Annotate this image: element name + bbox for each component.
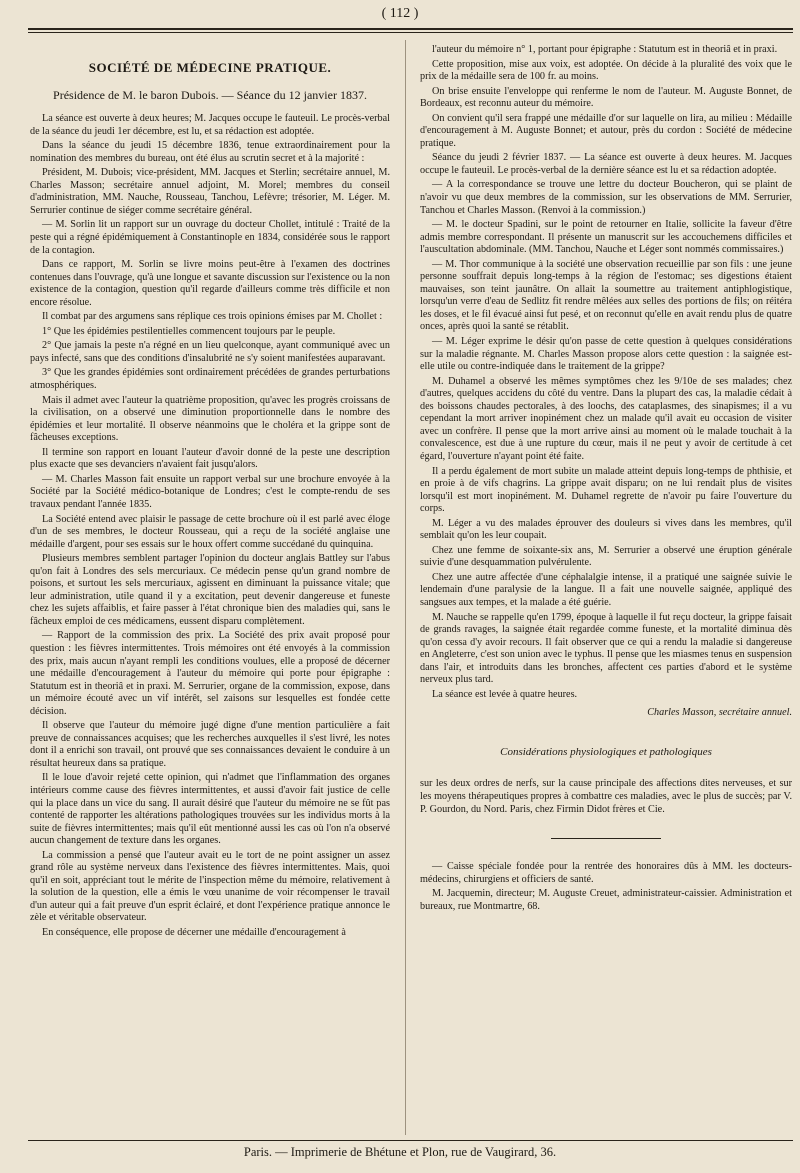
signature: Charles Masson, secrétaire annuel. [647,707,792,719]
paragraph: — M. Sorlin lit un rapport sur un ouvrage du docteur Chollet, intitulé : Traité de la peste qui a régné épidémiquement à Constantinople en 1834, considérée sous le rapport de la contagion. [30,219,390,256]
paragraph: — M. Charles Masson fait ensuite un rapport verbal sur une brochure envoyée à la Société par la Société médico-botanique de Londres; c'est le compte-rendu de ses travaux pendant l'année 1835. [30,473,390,510]
left-paragraphs [30,113,390,939]
paragraph: Il a perdu également de mort subite un malade atteint depuis long-temps de phthisie, et en proie à de vifs chagrins. La grippe avait disparu; on ne lui rendait plus de visites lorsqu'il est mort inopinément. M. Duhamel regrette de n'avoir pu faire l'ouverture du corps. [420,465,792,515]
paragraph: Chez une femme de soixante-six ans, M. Serrurier a observé une éruption générale suivie d'une desquammation pulvérulente. [420,544,792,569]
paragraph: Cette proposition, mise aux voix, est adoptée. On décide à la pluralité des voix que le prix de la médaille sera de 100 fr. au moins. [420,58,792,83]
society-title: SOCIÉTÉ DE MÉDECINE PRATIQUE. [88,60,332,75]
book-title: Considérations physiologiques et pathologiques [500,745,712,758]
page-number: ( 112 ) [381,6,419,21]
paragraph: Il termine son rapport en louant l'auteur d'avoir donné de la peste une description plus exacte que ses devanciers n'avaient fait jusqu'alors. [30,446,390,471]
right-paragraphs [420,44,792,701]
left-column [30,44,390,942]
paragraph: 3° Que les grandes épidémies sont ordinairement précédées de grandes perturbations atmosphériques. [30,367,390,392]
paragraph: Plusieurs membres semblent partager l'opinion du docteur anglais Battley sur l'abus qu'on fait à Londres des sels mercuriaux. Ce médecin pense qu'un grand nombre de poisons, et surtout les sels mercuriaux, agissent en diminuant la puissance vitale; que leur administration, utile quand il y a excitation, peut devenir dangereuse et funeste chez les sujets affaiblis, et faire passer à l'état chronique bien des maladies qui, sans le fâcheux emploi de ces médicamens, eussent disparu complètement. [30,553,390,627]
notice-paragraphs [420,861,792,913]
footer-rule [28,1140,793,1141]
paragraph: M. Jacquemin, directeur; M. Auguste Creuet, administrateur-caissier. Administration et bureaux, rue Montmartre, 68. [420,888,792,912]
paragraph: Chez une autre affectée d'une céphalalgie intense, il a pratiqué une saignée suivie le lendemain d'une paralysie de la langue. Il a fait une nouvelle saignée, appliqué des sangsues aux tempes, et la malade a été guérie. [420,571,792,608]
paragraph: 1° Que les épidémies pestilentielles commencent toujours par le peuple. [42,325,336,337]
paragraph: — Caisse spéciale fondée pour la rentrée des honoraires dûs à MM. les docteurs-médecins, chirurgiens et officiers de santé. [420,861,792,885]
paragraph: 2° Que jamais la peste n'a régné en un lieu quelconque, ayant communiqué avec un pays infecté, sans que des conditions d'insalubrité ne s'y soient manifestées auparavant. [30,340,390,364]
paragraph: La Société entend avec plaisir le passage de cette brochure où il est parlé avec éloge d'un de ses membres, le docteur Rousseau, qui a reçu de la société anglaise une médaille d'argent, pour ses essais sur le houx offert comme succédané du quinquina. [30,513,390,550]
book-description: sur les deux ordres de nerfs, sur la cause principale des affections dites nerveuses, et sur les moyens thérapeutiques propres à combattre ces maladies, avec le plus de succès; par V. P. Gourdon, du Nord. Paris, chez Firmin Didot frères et Cie. [420,778,792,815]
paragraph: Séance du jeudi 2 février 1837. — La séance est ouverte à deux heures. M. Jacques occupe le fauteuil. Le procès-verbal de la dernière séance est lu et sa rédaction adoptée. [420,152,792,176]
presidence-line: Présidence de M. le baron Dubois. — Séance du 12 janvier 1837. [53,87,367,102]
column-divider [405,40,406,1135]
paragraph: Dans la séance du jeudi 15 décembre 1836, tenue extraordinairement pour la nomination des membres du bureau, ont été élus au scrutin secret et à la majorité : [30,140,390,164]
paragraph: En conséquence, elle propose de décerner une médaille d'encouragement à [42,927,346,938]
paragraph: — Rapport de la commission des prix. La Société des prix avait proposé pour question : les fièvres intermittentes. Trois mémoires ont été envoyés à la commission des prix, mais aucun n'ayant rempli les conditions voulues, elle a proposé de décerner une médaille d'encouragement à l'auteur du mémoire qui porte pour épigraphe : Statutum est in theoriâ et in praxi. M. Serrurier, organe de la commission, expose, dans un mémoire écouté avec un vif intérêt, sel zaisons sur lesquelles est fondée cette décision. [30,630,390,717]
paragraph: Il combat par des argumens sans réplique ces trois opinions émises par M. Chollet : [42,311,383,323]
right-column [420,44,792,915]
paragraph: l'auteur du mémoire n° 1, portant pour épigraphe : Statutum est in theoriâ et in praxi. [432,44,778,55]
paragraph: Mais il admet avec l'auteur la quatrième proposition, qu'avec les progrès croissans de la civilisation, on a observé une diminution proportionnelle dans le nombre des épidémies et leur mortalité. Il observe néanmoins que le choléra et la grippe sont de fâcheuses exceptions. [30,394,390,444]
paragraph: La séance est ouverte à deux heures; M. Jacques occupe le fauteuil. Le procès-verbal de la séance du jeudi 1er décembre, est lu, et sa rédaction est adoptée. [30,113,390,137]
imprint-line: Paris. — Imprimerie de Bhétune et Plon, rue de Vaugirard, 36. [243,1145,557,1159]
paragraph: On brise ensuite l'enveloppe qui renferme le nom de l'auteur. M. Auguste Bonnet, de Bordeaux, est reconnu auteur du mémoire. [420,85,792,110]
paragraph: — M. Thor communique à la société une observation recueillie par son fils : une jeune personne souffrait depuis long-temps à la région de l'estomac; ses digestions étaient mauvaises, son teint jaunâtre. On allait la soumettre au traitement antiphlogistique, lorsqu'un verre d'eau de Sedlitz fit rendre mêlées aux selles des portions de fils; on réitéra les doses, et le fil évacué ainsi fut pesé, et on reconnut qu'elle en avait rendu plus de quatre onces, après quoi la santé se rétablit. [420,258,792,333]
paragraph: M. Léger a vu des malades éprouver des douleurs si vives dans les membres, qu'il semblait qu'on les leur coupait. [420,517,792,542]
paragraph: La commission a pensé que l'auteur avait eu le tort de ne point assigner un assez grand rôle au système nerveux dans l'existence des fièvres intermittentes. Mais, quoi qu'il en soit, appréciant tout le mérite de l'inspection même du mémoire, relativement à la solution de la question, elle a émis le vœu unanime de voir récompenser le travail d'un auteur qui a fait preuve d'un esprit éclairé, et dont l'expérience pratique annonce le zèle et véritable observateur. [30,849,390,924]
paragraph: Président, M. Dubois; vice-président, MM. Jacques et Sterlin; secrétaire annuel, M. Charles Masson; secrétaire annuel adjoint, M. Morel; membres du conseil d'administration, MM. Nauche, Rousseau, Tanchou, Lefèvre; trésorier, M. Léger. M. Serrurier continue de siéger comme secrétaire général. [30,167,390,216]
paragraph: Il observe que l'auteur du mémoire jugé digne d'une mention particulière a fait preuve de connaissances acquises; que les recherches auxquelles il s'est livré, les notes dont il a enrichi son travail, ont prouvé que ses connaissances devaient le conduire à un résultat heureux dans sa pratique. [30,720,390,769]
paragraph: Il le loue d'avoir rejeté cette opinion, qui n'admet que l'inflammation des organes intérieurs comme cause des fièvres intermittentes, et aussi d'avoir fait justice de celle qui la place dans un vice du sang. Il aurait désiré que l'auteur du mémoire ne se fût pas contenté de rapporter les altérations pathologiques trouvées sur les individus morts à la suite de fièvres intermittentes; mais qu'il eût mentionné aussi les cas où l'on n'a observé aucun changement de texture dans les organes. [30,772,390,847]
section-rule [551,838,661,839]
paragraph: — A la correspondance se trouve une lettre du docteur Boucheron, qui se plaint de n'avoir vu que deux membres de la commission, sur les observations de MM. Serrurier, Tanchou et Charles Masson. (Renvoi à la commission.) [420,179,792,216]
paragraph: M. Duhamel a observé les mêmes symptômes chez les 9/10e de ses malades; chez d'autres, quelques accidens du côté du ventre. Dans la plupart des cas, la maladie cédait à des boissons chaudes pectorales, à des loochs, des cataplasmes, des sinapismes; il a vu cependant la mort arriver inopinément chez un malade qu'il avait eu occasion de visiter avec un confrère. Il pense que la mort arrive ainsi au moment où le malade touchait à la convalescence, est due à une rupture du cœur, mais il ne peut y avoir de certitude à cet égard, l'ouverture n'ayant point été faite. [420,375,792,462]
paragraph: — M. Léger exprime le désir qu'on passe de cette question à quelques considérations sur la maladie régnante. M. Charles Masson propose alors cette question : la saignée est-elle utile ou contre-indiquée dans le traitement de la grippe? [420,336,792,373]
paragraph: — M. le docteur Spadini, sur le point de retourner en Italie, sollicite la faveur d'être admis membre correspondant. Il présente un manuscrit sur les accouchemens difficiles et l'auscultation abdominale. (MM. Tanchou, Nauche et Léger sont nommés commissaires.) [420,219,792,256]
paragraph: On convient qu'il sera frappé une médaille d'or sur laquelle on lira, au milieu : Médaille d'encouragement à M. Auguste Bonnet; et autour, près du cordon : Société de médecine pratique. [420,112,792,149]
paragraph: Dans ce rapport, M. Sorlin se livre moins peut-être à l'examen des doctrines contenues dans l'ouvrage, qu'à une longue et savante discussion sur l'existence ou la non existence de la contagion, question qu'il regarde d'ailleurs comme très difficile et non encore résolue. [30,259,390,308]
top-rule [28,28,793,33]
paragraph: M. Nauche se rappelle qu'en 1799, époque à laquelle il fut reçu docteur, la grippe faisait de grands ravages, la saignée était regardée comme funeste, et la mortalité diminua dès qu'on cessa d'y avoir recours. Il fait observer que ce qui a rendu la maladie si dangereuse en Angleterre, c'est son union avec le typhus. Il pense que les miasmes tenus en suspension dans l'air, et introduits dans les bronches, affectent ces parties d'abord et le système nerveux plus tard. [420,611,792,686]
paragraph: La séance est levée à quatre heures. [432,688,578,700]
